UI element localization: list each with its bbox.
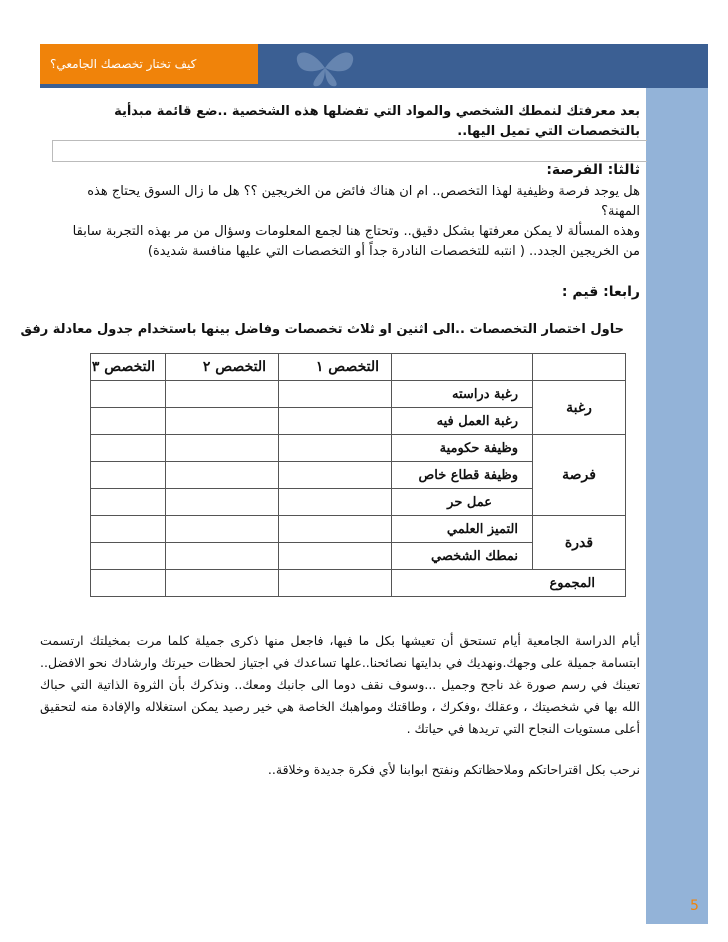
category-cell: رغبة <box>533 381 626 435</box>
score-cell[interactable] <box>91 489 166 516</box>
answer-line-box <box>52 140 647 162</box>
criterion-cell: التميز العلمي <box>392 516 533 543</box>
score-cell[interactable] <box>166 543 279 570</box>
side-decoration-bar <box>646 88 708 924</box>
comparison-table <box>90 353 626 597</box>
score-cell[interactable] <box>279 381 392 408</box>
score-cell[interactable] <box>279 462 392 489</box>
closing-paragraph-2: نرحب بكل اقتراحاتكم وملاحظاتكم ونفتح ابوابنا لأي فكرة جديدة وخلاقة.. <box>267 762 640 777</box>
header-title: كيف تختار تخصصك الجامعي؟ <box>40 44 258 84</box>
table-header-row <box>91 354 626 381</box>
score-cell[interactable] <box>91 570 166 597</box>
section4-instruction: حاول اختصار التخصصات ..الى اثنين او ثلاث تخصصات وفاضل بينها باستخدام جدول معادلة رفق <box>20 322 624 337</box>
score-cell[interactable] <box>91 408 166 435</box>
section3-heading: ثالثا: الفرصة: <box>546 162 640 178</box>
score-cell[interactable] <box>166 462 279 489</box>
score-cell[interactable] <box>279 435 392 462</box>
score-cell[interactable] <box>279 516 392 543</box>
table-header: التخصص ٢ <box>166 354 279 381</box>
category-header-cell <box>533 354 626 381</box>
score-cell[interactable] <box>166 408 279 435</box>
closing-paragraph-1: أيام الدراسة الجامعية أيام تستحق أن تعيشها بكل ما فيها، فاجعل منها ذكرى جميلة كلما مرت بمخيلتك ارتسمت ابتسامة جميلة على وجهك.ونهديك في بدايتها نصائحنا..علها تساعدك في اجتياز لحظات حيرتك وارشادك نحو الافضل.. تعينك في رسم صورة غد ناجح وجميل ...وسوف نقف دوما الى جانبك ومعك.. ونذكرك بأن الثروة الذاتية التي حباك الله بها في شخصيتك ، وعقلك ،وفكرك ، وطاقتك ومواهبك الخاصة هي خير رصيد يمكن استغلاله والإفادة منه لتحقيق أعلى مستويات النجاح التي تريدها في حياتك . <box>40 633 640 736</box>
score-cell[interactable] <box>166 516 279 543</box>
score-cell[interactable] <box>91 462 166 489</box>
section3-paragraph-2: وهذه المسألة لا يمكن معرفتها بشكل دقيق.. وتحتاج هنا لجمع المعلومات وسؤال من مر بهذه التجربة سابقا من الخريجين الجدد.. ( انتبه للتخصصات النادرة جداً أو التخصصات التي عليها منافسة شديدة) <box>72 224 640 259</box>
score-cell[interactable] <box>279 408 392 435</box>
score-cell[interactable] <box>279 489 392 516</box>
table-header: التخصص ١ <box>279 354 392 381</box>
butterfly-watermark-icon <box>290 46 360 90</box>
table-row <box>91 435 626 462</box>
total-label-cell: المجموع <box>392 570 626 597</box>
section3-paragraph-1: هل يوجد فرصة وظيفية لهذا التخصص.. ام ان هناك فائض من الخريجين ؟؟ هل ما زال السوق يحتاج هذه المهنة؟ <box>87 184 640 219</box>
score-cell[interactable] <box>166 489 279 516</box>
criterion-cell: وظيفة حكومية <box>392 435 533 462</box>
criterion-cell: رغبة دراسته <box>392 381 533 408</box>
score-cell[interactable] <box>279 570 392 597</box>
score-cell[interactable] <box>91 381 166 408</box>
intro-text: بعد معرفتك لنمطك الشخصي والمواد التي تفضلها هذه الشخصية ..ضع قائمة مبدأية بالتخصصات التي تميل اليها.. <box>114 104 640 139</box>
score-cell[interactable] <box>166 435 279 462</box>
score-cell[interactable] <box>91 516 166 543</box>
criteria-header-cell <box>392 354 533 381</box>
score-cell[interactable] <box>166 570 279 597</box>
table-row <box>91 516 626 543</box>
table-header: التخصص ٣ <box>91 354 166 381</box>
section4-heading: رابعا: قيم : <box>561 284 640 300</box>
page-number: 5 <box>690 898 699 914</box>
score-cell[interactable] <box>91 435 166 462</box>
score-cell[interactable] <box>279 543 392 570</box>
criterion-cell: رغبة العمل فيه <box>392 408 533 435</box>
criterion-cell: نمطك الشخصي <box>392 543 533 570</box>
category-cell: قدرة <box>533 516 626 570</box>
criterion-cell: وظيفة قطاع خاص <box>392 462 533 489</box>
table-row <box>91 381 626 408</box>
score-cell[interactable] <box>91 543 166 570</box>
criterion-cell: عمل حر <box>392 489 533 516</box>
table-total-row <box>91 570 626 597</box>
category-cell: فرصة <box>533 435 626 516</box>
score-cell[interactable] <box>166 381 279 408</box>
